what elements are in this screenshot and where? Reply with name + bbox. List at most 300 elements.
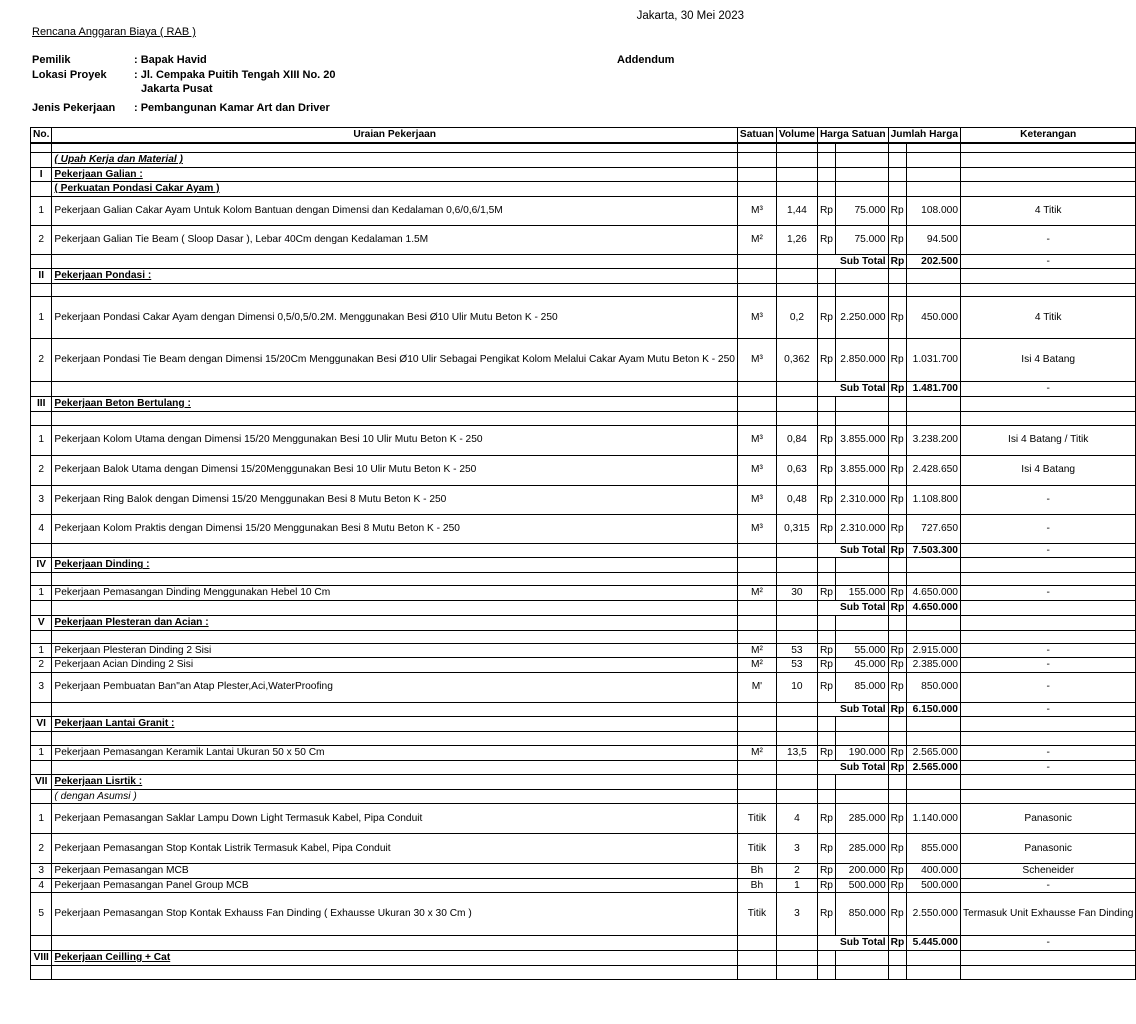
table-row (31, 834, 1136, 864)
empty-cell (836, 143, 889, 153)
empty-cell (817, 411, 835, 425)
empty-cell (836, 717, 889, 732)
empty-cell (817, 269, 835, 284)
item-number: 5 (31, 893, 52, 936)
empty-cell (737, 789, 776, 804)
empty-cell (31, 543, 52, 558)
unit-price-currency: Rp (817, 586, 835, 601)
total-price: 2.428.650 (907, 455, 961, 485)
unit-price: 85.000 (836, 672, 889, 702)
unit-price-currency: Rp (817, 643, 835, 658)
empty-cell (31, 936, 52, 951)
item-number: 2 (31, 455, 52, 485)
table-row (31, 514, 1136, 543)
empty-cell (960, 630, 1135, 643)
empty-cell (776, 573, 817, 586)
unit-price-currency: Rp (817, 514, 835, 543)
table-row (31, 746, 1136, 761)
work-type-label: Jenis Pekerjaan (32, 101, 116, 114)
empty-cell (960, 182, 1135, 197)
item-volume: 3 (776, 893, 817, 936)
empty-cell (960, 396, 1135, 411)
item-unit: M² (737, 746, 776, 761)
total-price: 4.650.000 (907, 586, 961, 601)
total-price-currency: Rp (888, 225, 907, 254)
header-volume: Volume (776, 128, 817, 143)
item-note: Panasonic (960, 834, 1135, 864)
unit-price: 285.000 (836, 804, 889, 834)
empty-cell (836, 182, 889, 197)
item-number: 1 (31, 586, 52, 601)
subtotal-currency: Rp (888, 382, 907, 397)
total-price-currency: Rp (888, 485, 907, 514)
subtotal-label: Sub Total (817, 936, 888, 951)
empty-cell (776, 615, 817, 630)
empty-cell (776, 167, 817, 182)
empty-cell (836, 558, 889, 573)
item-unit: M² (737, 658, 776, 673)
empty-cell (52, 702, 738, 717)
item-note: - (960, 658, 1135, 673)
empty-cell (52, 732, 738, 746)
subtotal-row (31, 382, 1136, 397)
section-title: Pekerjaan Plesteran dan Acian : (52, 615, 738, 630)
item-unit: M² (737, 643, 776, 658)
table-row (31, 196, 1136, 225)
total-price-currency: Rp (888, 514, 907, 543)
header-no: No. (31, 128, 52, 143)
item-description: Pekerjaan Galian Tie Beam ( Sloop Dasar ), Lebar 40Cm dengan Kedalaman 1.5M (52, 225, 738, 254)
empty-cell (960, 789, 1135, 804)
empty-cell (888, 965, 907, 979)
section-number (31, 182, 52, 197)
subtotal-note: - (960, 382, 1135, 397)
subtotal-label: Sub Total (817, 382, 888, 397)
subtotal-amount: 1.481.700 (907, 382, 961, 397)
subtotal-currency: Rp (888, 601, 907, 616)
empty-cell (817, 284, 835, 297)
total-price: 1.031.700 (907, 339, 961, 382)
empty-cell (776, 601, 817, 616)
empty-cell (52, 284, 738, 297)
item-unit: M³ (737, 455, 776, 485)
unit-price: 190.000 (836, 746, 889, 761)
item-volume: 0,48 (776, 485, 817, 514)
item-number: 4 (31, 878, 52, 893)
location-city: Jakarta Pusat (141, 83, 213, 95)
subheading-text: ( dengan Asumsi ) (52, 789, 738, 804)
empty-cell (960, 717, 1135, 732)
subtotal-amount: 6.150.000 (907, 702, 961, 717)
section-row (31, 717, 1136, 732)
item-unit: M³ (737, 514, 776, 543)
section-title: Pekerjaan Beton Bertulang : (52, 396, 738, 411)
item-description: Pekerjaan Plesteran Dinding 2 Sisi (52, 643, 738, 658)
subtotal-currency: Rp (888, 702, 907, 717)
unit-price: 3.855.000 (836, 455, 889, 485)
empty-cell (776, 269, 817, 284)
document-title: Rencana Anggaran Biaya ( RAB ) (32, 26, 196, 38)
item-note: Isi 4 Batang (960, 339, 1135, 382)
total-price: 1.108.800 (907, 485, 961, 514)
empty-cell (31, 702, 52, 717)
empty-cell (836, 965, 889, 979)
subtotal-amount: 7.503.300 (907, 543, 961, 558)
unit-price: 3.855.000 (836, 425, 889, 455)
table-row (31, 586, 1136, 601)
empty-cell (836, 153, 889, 168)
empty-cell (907, 615, 961, 630)
empty-cell (907, 182, 961, 197)
work-type-row (32, 101, 336, 116)
empty-cell (888, 775, 907, 790)
unit-price: 75.000 (836, 196, 889, 225)
unit-price: 850.000 (836, 893, 889, 936)
unit-price-currency: Rp (817, 485, 835, 514)
empty-cell (31, 284, 52, 297)
owner-row (32, 53, 336, 68)
empty-cell (817, 182, 835, 197)
item-note: Termasuk Unit Exhausse Fan Dinding (960, 893, 1135, 936)
item-unit: M' (737, 672, 776, 702)
item-volume: 53 (776, 643, 817, 658)
empty-cell (836, 411, 889, 425)
table-row (31, 297, 1136, 339)
unit-price-currency: Rp (817, 425, 835, 455)
item-volume: 4 (776, 804, 817, 834)
unit-price-currency: Rp (817, 196, 835, 225)
total-price-currency: Rp (888, 339, 907, 382)
item-unit: Bh (737, 864, 776, 879)
table-row (31, 485, 1136, 514)
empty-cell (836, 269, 889, 284)
empty-cell (960, 269, 1135, 284)
total-price: 108.000 (907, 196, 961, 225)
item-number: 2 (31, 658, 52, 673)
empty-cell (737, 284, 776, 297)
table-row (31, 864, 1136, 879)
table-row (31, 658, 1136, 673)
item-number: 2 (31, 834, 52, 864)
empty-cell (776, 143, 817, 153)
section-number: VIII (31, 950, 52, 965)
item-description: Pekerjaan Pemasangan Stop Kontak Listrik Termasuk Kabel, Pipa Conduit (52, 834, 738, 864)
unit-price-currency: Rp (817, 878, 835, 893)
empty-cell (888, 732, 907, 746)
empty-cell (888, 615, 907, 630)
empty-cell (52, 411, 738, 425)
item-description: Pekerjaan Acian Dinding 2 Sisi (52, 658, 738, 673)
total-price: 94.500 (907, 225, 961, 254)
empty-cell (737, 732, 776, 746)
empty-cell (776, 630, 817, 643)
empty-cell (737, 411, 776, 425)
empty-cell (907, 143, 961, 153)
subtotal-amount: 4.650.000 (907, 601, 961, 616)
item-description: Pekerjaan Pondasi Tie Beam dengan Dimensi 15/20Cm Menggunakan Besi Ø10 Ulir Sebagai Pengikat Kolom Melalui Cakar Ayam Mutu Beton K - 250 (52, 339, 738, 382)
empty-cell (888, 573, 907, 586)
item-description: Pekerjaan Kolom Utama dengan Dimensi 15/20 Menggunakan Besi 10 Ulir Mutu Beton K - 250 (52, 425, 738, 455)
empty-cell (960, 775, 1135, 790)
total-price: 500.000 (907, 878, 961, 893)
section-number: I (31, 167, 52, 182)
empty-cell (907, 775, 961, 790)
empty-cell (776, 182, 817, 197)
empty-cell (737, 760, 776, 775)
unit-price: 200.000 (836, 864, 889, 879)
header-keterangan: Keterangan (960, 128, 1135, 143)
item-volume: 0,362 (776, 339, 817, 382)
subheading-row (31, 153, 1136, 168)
empty-cell (907, 789, 961, 804)
section-title: Pekerjaan Lantai Granit : (52, 717, 738, 732)
subtotal-row (31, 936, 1136, 951)
empty-cell (888, 789, 907, 804)
empty-cell (31, 573, 52, 586)
empty-cell (907, 558, 961, 573)
item-volume: 0,2 (776, 297, 817, 339)
item-unit: M² (737, 225, 776, 254)
subtotal-label: Sub Total (817, 601, 888, 616)
empty-cell (960, 732, 1135, 746)
item-note: Panasonic (960, 804, 1135, 834)
subtotal-row (31, 760, 1136, 775)
empty-row (31, 573, 1136, 586)
item-number: 1 (31, 643, 52, 658)
total-price: 3.238.200 (907, 425, 961, 455)
subtotal-note: - (960, 543, 1135, 558)
empty-cell (817, 558, 835, 573)
unit-price: 285.000 (836, 834, 889, 864)
empty-cell (817, 153, 835, 168)
item-description: Pekerjaan Pemasangan Panel Group MCB (52, 878, 738, 893)
empty-cell (776, 254, 817, 269)
item-description: Pekerjaan Pondasi Cakar Ayam dengan Dimensi 0,5/0,5/0.2M. Menggunakan Besi Ø10 Ulir Mutu Beton K - 250 (52, 297, 738, 339)
total-price-currency: Rp (888, 455, 907, 485)
empty-cell (31, 965, 52, 979)
empty-cell (52, 254, 738, 269)
item-volume: 0,63 (776, 455, 817, 485)
subheading-row (31, 182, 1136, 197)
item-note: 4 Titik (960, 297, 1135, 339)
section-title: Pekerjaan Galian : (52, 167, 738, 182)
subtotal-note: - (960, 760, 1135, 775)
empty-cell (836, 630, 889, 643)
empty-cell (907, 167, 961, 182)
section-number: V (31, 615, 52, 630)
total-price-currency: Rp (888, 804, 907, 834)
unit-price-currency: Rp (817, 746, 835, 761)
item-unit: Titik (737, 834, 776, 864)
item-note: Isi 4 Batang (960, 455, 1135, 485)
empty-cell (776, 396, 817, 411)
item-note: - (960, 485, 1135, 514)
section-number: III (31, 396, 52, 411)
item-description: Pekerjaan Pemasangan Dinding Menggunakan Hebel 10 Cm (52, 586, 738, 601)
empty-cell (776, 558, 817, 573)
unit-price: 2.850.000 (836, 339, 889, 382)
empty-cell (960, 965, 1135, 979)
empty-cell (52, 573, 738, 586)
unit-price-currency: Rp (817, 834, 835, 864)
empty-cell (737, 965, 776, 979)
empty-cell (737, 543, 776, 558)
empty-cell (52, 965, 738, 979)
table-body (31, 143, 1136, 980)
empty-cell (737, 702, 776, 717)
section-row (31, 167, 1136, 182)
total-price: 400.000 (907, 864, 961, 879)
header-satuan: Satuan (737, 128, 776, 143)
empty-cell (776, 382, 817, 397)
empty-cell (776, 775, 817, 790)
item-description: Pekerjaan Pemasangan MCB (52, 864, 738, 879)
unit-price-currency: Rp (817, 225, 835, 254)
owner-value: : Bapak Havid (134, 54, 207, 66)
empty-cell (907, 630, 961, 643)
subtotal-note (960, 601, 1135, 616)
subtotal-row (31, 254, 1136, 269)
subtotal-currency: Rp (888, 543, 907, 558)
subtotal-label: Sub Total (817, 254, 888, 269)
empty-cell (888, 284, 907, 297)
total-price-currency: Rp (888, 893, 907, 936)
empty-cell (776, 965, 817, 979)
empty-cell (888, 411, 907, 425)
subtotal-label: Sub Total (817, 702, 888, 717)
empty-cell (52, 936, 738, 951)
section-number (31, 789, 52, 804)
empty-cell (737, 396, 776, 411)
empty-cell (960, 143, 1135, 153)
empty-cell (737, 254, 776, 269)
empty-cell (817, 167, 835, 182)
empty-row (31, 411, 1136, 425)
empty-cell (52, 143, 738, 153)
empty-cell (907, 269, 961, 284)
subheading-row (31, 789, 1136, 804)
unit-price: 155.000 (836, 586, 889, 601)
empty-cell (836, 732, 889, 746)
subtotal-row (31, 543, 1136, 558)
owner-label: Pemilik (32, 54, 71, 66)
empty-cell (776, 950, 817, 965)
section-number: VI (31, 717, 52, 732)
subtotal-currency: Rp (888, 254, 907, 269)
empty-cell (960, 284, 1135, 297)
total-price-currency: Rp (888, 643, 907, 658)
section-title: Pekerjaan Lisrtik : (52, 775, 738, 790)
empty-cell (737, 167, 776, 182)
total-price-currency: Rp (888, 746, 907, 761)
total-price: 2.565.000 (907, 746, 961, 761)
item-volume: 30 (776, 586, 817, 601)
item-description: Pekerjaan Pemasangan Saklar Lampu Down Light Termasuk Kabel, Pipa Conduit (52, 804, 738, 834)
subtotal-label: Sub Total (817, 543, 888, 558)
subtotal-note: - (960, 936, 1135, 951)
empty-cell (776, 717, 817, 732)
unit-price: 2.250.000 (836, 297, 889, 339)
empty-cell (817, 732, 835, 746)
subtotal-row (31, 702, 1136, 717)
empty-cell (960, 153, 1135, 168)
empty-cell (817, 573, 835, 586)
total-price: 850.000 (907, 672, 961, 702)
empty-cell (776, 702, 817, 717)
item-note: - (960, 586, 1135, 601)
empty-cell (31, 382, 52, 397)
item-note: - (960, 878, 1135, 893)
empty-cell (776, 732, 817, 746)
empty-cell (836, 789, 889, 804)
item-volume: 13,5 (776, 746, 817, 761)
empty-cell (960, 411, 1135, 425)
item-number: 3 (31, 485, 52, 514)
item-unit: M³ (737, 297, 776, 339)
item-number: 3 (31, 672, 52, 702)
empty-cell (907, 153, 961, 168)
empty-cell (776, 153, 817, 168)
item-unit: M³ (737, 196, 776, 225)
empty-cell (817, 143, 835, 153)
item-unit: M³ (737, 425, 776, 455)
item-volume: 53 (776, 658, 817, 673)
empty-cell (737, 775, 776, 790)
table-row (31, 804, 1136, 834)
empty-cell (836, 573, 889, 586)
total-price-currency: Rp (888, 297, 907, 339)
work-type-value: : Pembangunan Kamar Art dan Driver (134, 101, 330, 114)
unit-price: 2.310.000 (836, 514, 889, 543)
empty-cell (888, 396, 907, 411)
empty-cell (31, 760, 52, 775)
empty-cell (52, 601, 738, 616)
empty-cell (817, 615, 835, 630)
item-description: Pekerjaan Pemasangan Stop Kontak Exhauss Fan Dinding ( Exhausse Ukuran 30 x 30 Cm ) (52, 893, 738, 936)
total-price-currency: Rp (888, 878, 907, 893)
empty-cell (776, 284, 817, 297)
unit-price: 2.310.000 (836, 485, 889, 514)
total-price-currency: Rp (888, 658, 907, 673)
subtotal-row (31, 601, 1136, 616)
total-price-currency: Rp (888, 864, 907, 879)
subtotal-amount: 2.565.000 (907, 760, 961, 775)
item-unit: M³ (737, 339, 776, 382)
item-unit: Titik (737, 893, 776, 936)
header-uraian: Uraian Pekerjaan (52, 128, 738, 143)
subtotal-currency: Rp (888, 760, 907, 775)
total-price: 727.650 (907, 514, 961, 543)
table-row (31, 893, 1136, 936)
location-value: : Jl. Cempaka Puitih Tengah XIII No. 20 (134, 68, 336, 81)
unit-price-currency: Rp (817, 455, 835, 485)
item-note: 4 Titik (960, 196, 1135, 225)
empty-cell (737, 558, 776, 573)
empty-cell (31, 732, 52, 746)
total-price-currency: Rp (888, 586, 907, 601)
empty-cell (817, 396, 835, 411)
location-label: Lokasi Proyek (32, 68, 107, 81)
empty-cell (817, 775, 835, 790)
empty-cell (960, 615, 1135, 630)
empty-cell (776, 543, 817, 558)
empty-cell (31, 411, 52, 425)
table-row (31, 672, 1136, 702)
empty-cell (836, 950, 889, 965)
section-title: Pekerjaan Pondasi : (52, 269, 738, 284)
total-price-currency: Rp (888, 672, 907, 702)
item-description: Pekerjaan Kolom Praktis dengan Dimensi 15/20 Menggunakan Besi 8 Mutu Beton K - 250 (52, 514, 738, 543)
